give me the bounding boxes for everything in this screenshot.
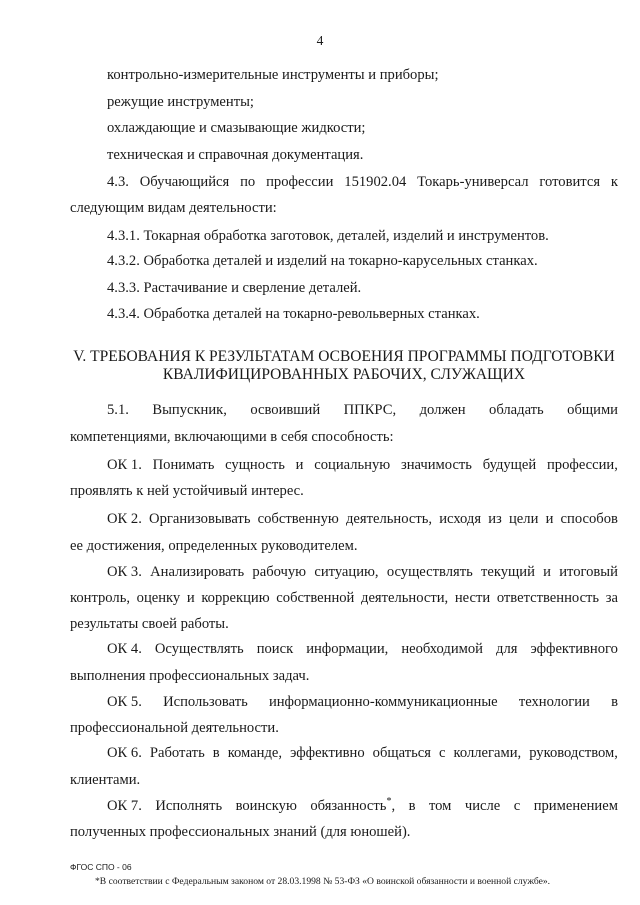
comma: , bbox=[391, 798, 396, 814]
word: в bbox=[611, 694, 618, 710]
word: с bbox=[439, 745, 446, 761]
list-item: режущие инструменты; bbox=[107, 94, 254, 110]
word: информационно-коммуникационные bbox=[268, 694, 498, 710]
word: Выпускник, bbox=[152, 402, 227, 418]
page-number: 4 bbox=[316, 33, 324, 48]
word: Обучающийся bbox=[139, 174, 230, 190]
competency-ok2-line: ее достижения, определенных руководителем. bbox=[70, 538, 358, 554]
competency-ok4-line: выполнения профессиональных задач. bbox=[70, 668, 310, 684]
standard-code: ФГОС СПО - 06 bbox=[70, 862, 132, 872]
word: Токарь-универсал bbox=[417, 174, 529, 190]
word-with-footnote bbox=[310, 797, 395, 815]
word: 151902.04 bbox=[344, 174, 407, 190]
competency-ok6-line bbox=[107, 744, 618, 762]
word: оценку bbox=[136, 590, 181, 606]
word: значимость bbox=[400, 457, 472, 473]
word: Осуществлять bbox=[154, 641, 244, 657]
word: ответственность bbox=[496, 590, 600, 606]
paragraph-5-1-line bbox=[107, 401, 618, 419]
word: за bbox=[605, 590, 618, 606]
word: общими bbox=[567, 402, 618, 418]
word: Анализировать bbox=[150, 564, 245, 580]
list-item: техническая и справочная документация. bbox=[107, 147, 364, 163]
word: итоговый bbox=[559, 564, 618, 580]
word: готовится bbox=[539, 174, 601, 190]
paragraph-4-3-line: следующим видам деятельности: bbox=[70, 200, 277, 216]
word: ОК 2. bbox=[107, 511, 142, 527]
competency-ok2-line bbox=[107, 510, 618, 528]
paragraph-4-3-line bbox=[107, 173, 618, 191]
word: ППКРС, bbox=[343, 402, 397, 418]
word: рабочую bbox=[252, 564, 307, 580]
competency-ok3-line bbox=[70, 589, 618, 607]
word: деятельность, bbox=[346, 511, 433, 527]
word: собственную bbox=[257, 511, 339, 527]
word: нести bbox=[454, 590, 491, 606]
word: и bbox=[545, 511, 554, 527]
word: Понимать bbox=[152, 457, 215, 473]
competency-ok5-line: профессиональной деятельности. bbox=[70, 720, 279, 736]
word: собственной bbox=[276, 590, 355, 606]
word: необходимой bbox=[401, 641, 483, 657]
footnote: *В соответствии с Федеральным законом от 28.03.1998 № 53-ФЗ «О воинской обязанности и военной службе». bbox=[95, 876, 551, 887]
activity-item: 4.3.3. Растачивание и сверление деталей. bbox=[107, 280, 362, 296]
word: Исполнять bbox=[155, 798, 223, 814]
word: Использовать bbox=[163, 694, 248, 710]
word: числе bbox=[464, 798, 501, 814]
activity-item: 4.3.1. Токарная обработка заготовок, деталей, изделий и инструментов. bbox=[107, 228, 549, 244]
word: ОК 4. bbox=[107, 641, 142, 657]
word: для bbox=[496, 641, 518, 657]
word: технологии bbox=[518, 694, 590, 710]
word: исходя bbox=[439, 511, 482, 527]
word: ОК 5. bbox=[107, 694, 142, 710]
word: обязанность bbox=[310, 798, 387, 814]
word: эффективного bbox=[530, 641, 618, 657]
word: руководством, bbox=[529, 745, 618, 761]
word: в bbox=[408, 798, 416, 814]
word: том bbox=[428, 798, 452, 814]
section-heading: V. ТРЕБОВАНИЯ К РЕЗУЛЬТАТАМ ОСВОЕНИЯ ПРОГРАММЫ ПОДГОТОВКИ bbox=[73, 348, 615, 365]
word: информации, bbox=[306, 641, 389, 657]
word: ОК 7. bbox=[107, 798, 142, 814]
word: общаться bbox=[372, 745, 431, 761]
word: эффективно bbox=[290, 745, 365, 761]
word: ОК 6. bbox=[107, 745, 142, 761]
competency-ok3-line: результаты своей работы. bbox=[70, 616, 229, 632]
word: Организовывать bbox=[149, 511, 251, 527]
competency-ok1-line: проявлять к ней устойчивый интерес. bbox=[70, 483, 304, 499]
word: по bbox=[240, 174, 256, 190]
word: цели bbox=[509, 511, 539, 527]
word: и bbox=[186, 590, 195, 606]
word: и bbox=[543, 564, 551, 580]
word: из bbox=[488, 511, 502, 527]
word: и bbox=[295, 457, 304, 473]
competency-ok5-line bbox=[107, 693, 618, 711]
section-heading: КВАЛИФИЦИРОВАННЫХ РАБОЧИХ, СЛУЖАЩИХ bbox=[162, 366, 526, 383]
list-item: охлаждающие и смазывающие жидкости; bbox=[107, 120, 366, 136]
word: текущий bbox=[480, 564, 535, 580]
word: поиск bbox=[256, 641, 294, 657]
word: ОК 1. bbox=[107, 457, 142, 473]
word: должен bbox=[419, 402, 466, 418]
competency-ok1-line bbox=[107, 456, 618, 474]
footnote-marker: * bbox=[386, 796, 392, 807]
word: коррекцию bbox=[201, 590, 270, 606]
word: освоивший bbox=[250, 402, 321, 418]
word: будущей bbox=[482, 457, 537, 473]
competency-ok7-line bbox=[107, 797, 618, 815]
activity-item: 4.3.4. Обработка деталей на токарно-револьверных станках. bbox=[107, 306, 480, 322]
word: деятельности, bbox=[361, 590, 449, 606]
word: обладать bbox=[489, 402, 544, 418]
word: сущность bbox=[225, 457, 285, 473]
competency-ok3-line bbox=[107, 563, 618, 581]
word: профессии, bbox=[546, 457, 618, 473]
word: Работать bbox=[149, 745, 205, 761]
word: контроль, bbox=[70, 590, 130, 606]
activity-item: 4.3.2. Обработка деталей и изделий на токарно-карусельных станках. bbox=[107, 253, 538, 269]
word: ситуацию, bbox=[314, 564, 379, 580]
list-item: контрольно-измерительные инструменты и приборы; bbox=[107, 67, 439, 83]
word: в bbox=[212, 745, 220, 761]
word: воинскую bbox=[235, 798, 297, 814]
word: 4.3. bbox=[107, 174, 129, 190]
competency-ok6-line: клиентами. bbox=[70, 772, 141, 788]
word: коллегами, bbox=[453, 745, 522, 761]
word: команде, bbox=[227, 745, 283, 761]
word: осуществлять bbox=[386, 564, 473, 580]
word: к bbox=[610, 174, 618, 190]
word: способов bbox=[560, 511, 618, 527]
word: ОК 3. bbox=[107, 564, 142, 580]
competency-ok7-line: полученных профессиональных знаний (для юношей). bbox=[70, 824, 411, 840]
competency-ok4-line bbox=[107, 640, 618, 658]
word: с bbox=[513, 798, 521, 814]
word: социальную bbox=[314, 457, 391, 473]
word: 5.1. bbox=[107, 402, 129, 418]
word: профессии bbox=[266, 174, 334, 190]
paragraph-5-1-line: компетенциями, включающими в себя способность: bbox=[70, 429, 394, 445]
word: применением bbox=[533, 798, 618, 814]
